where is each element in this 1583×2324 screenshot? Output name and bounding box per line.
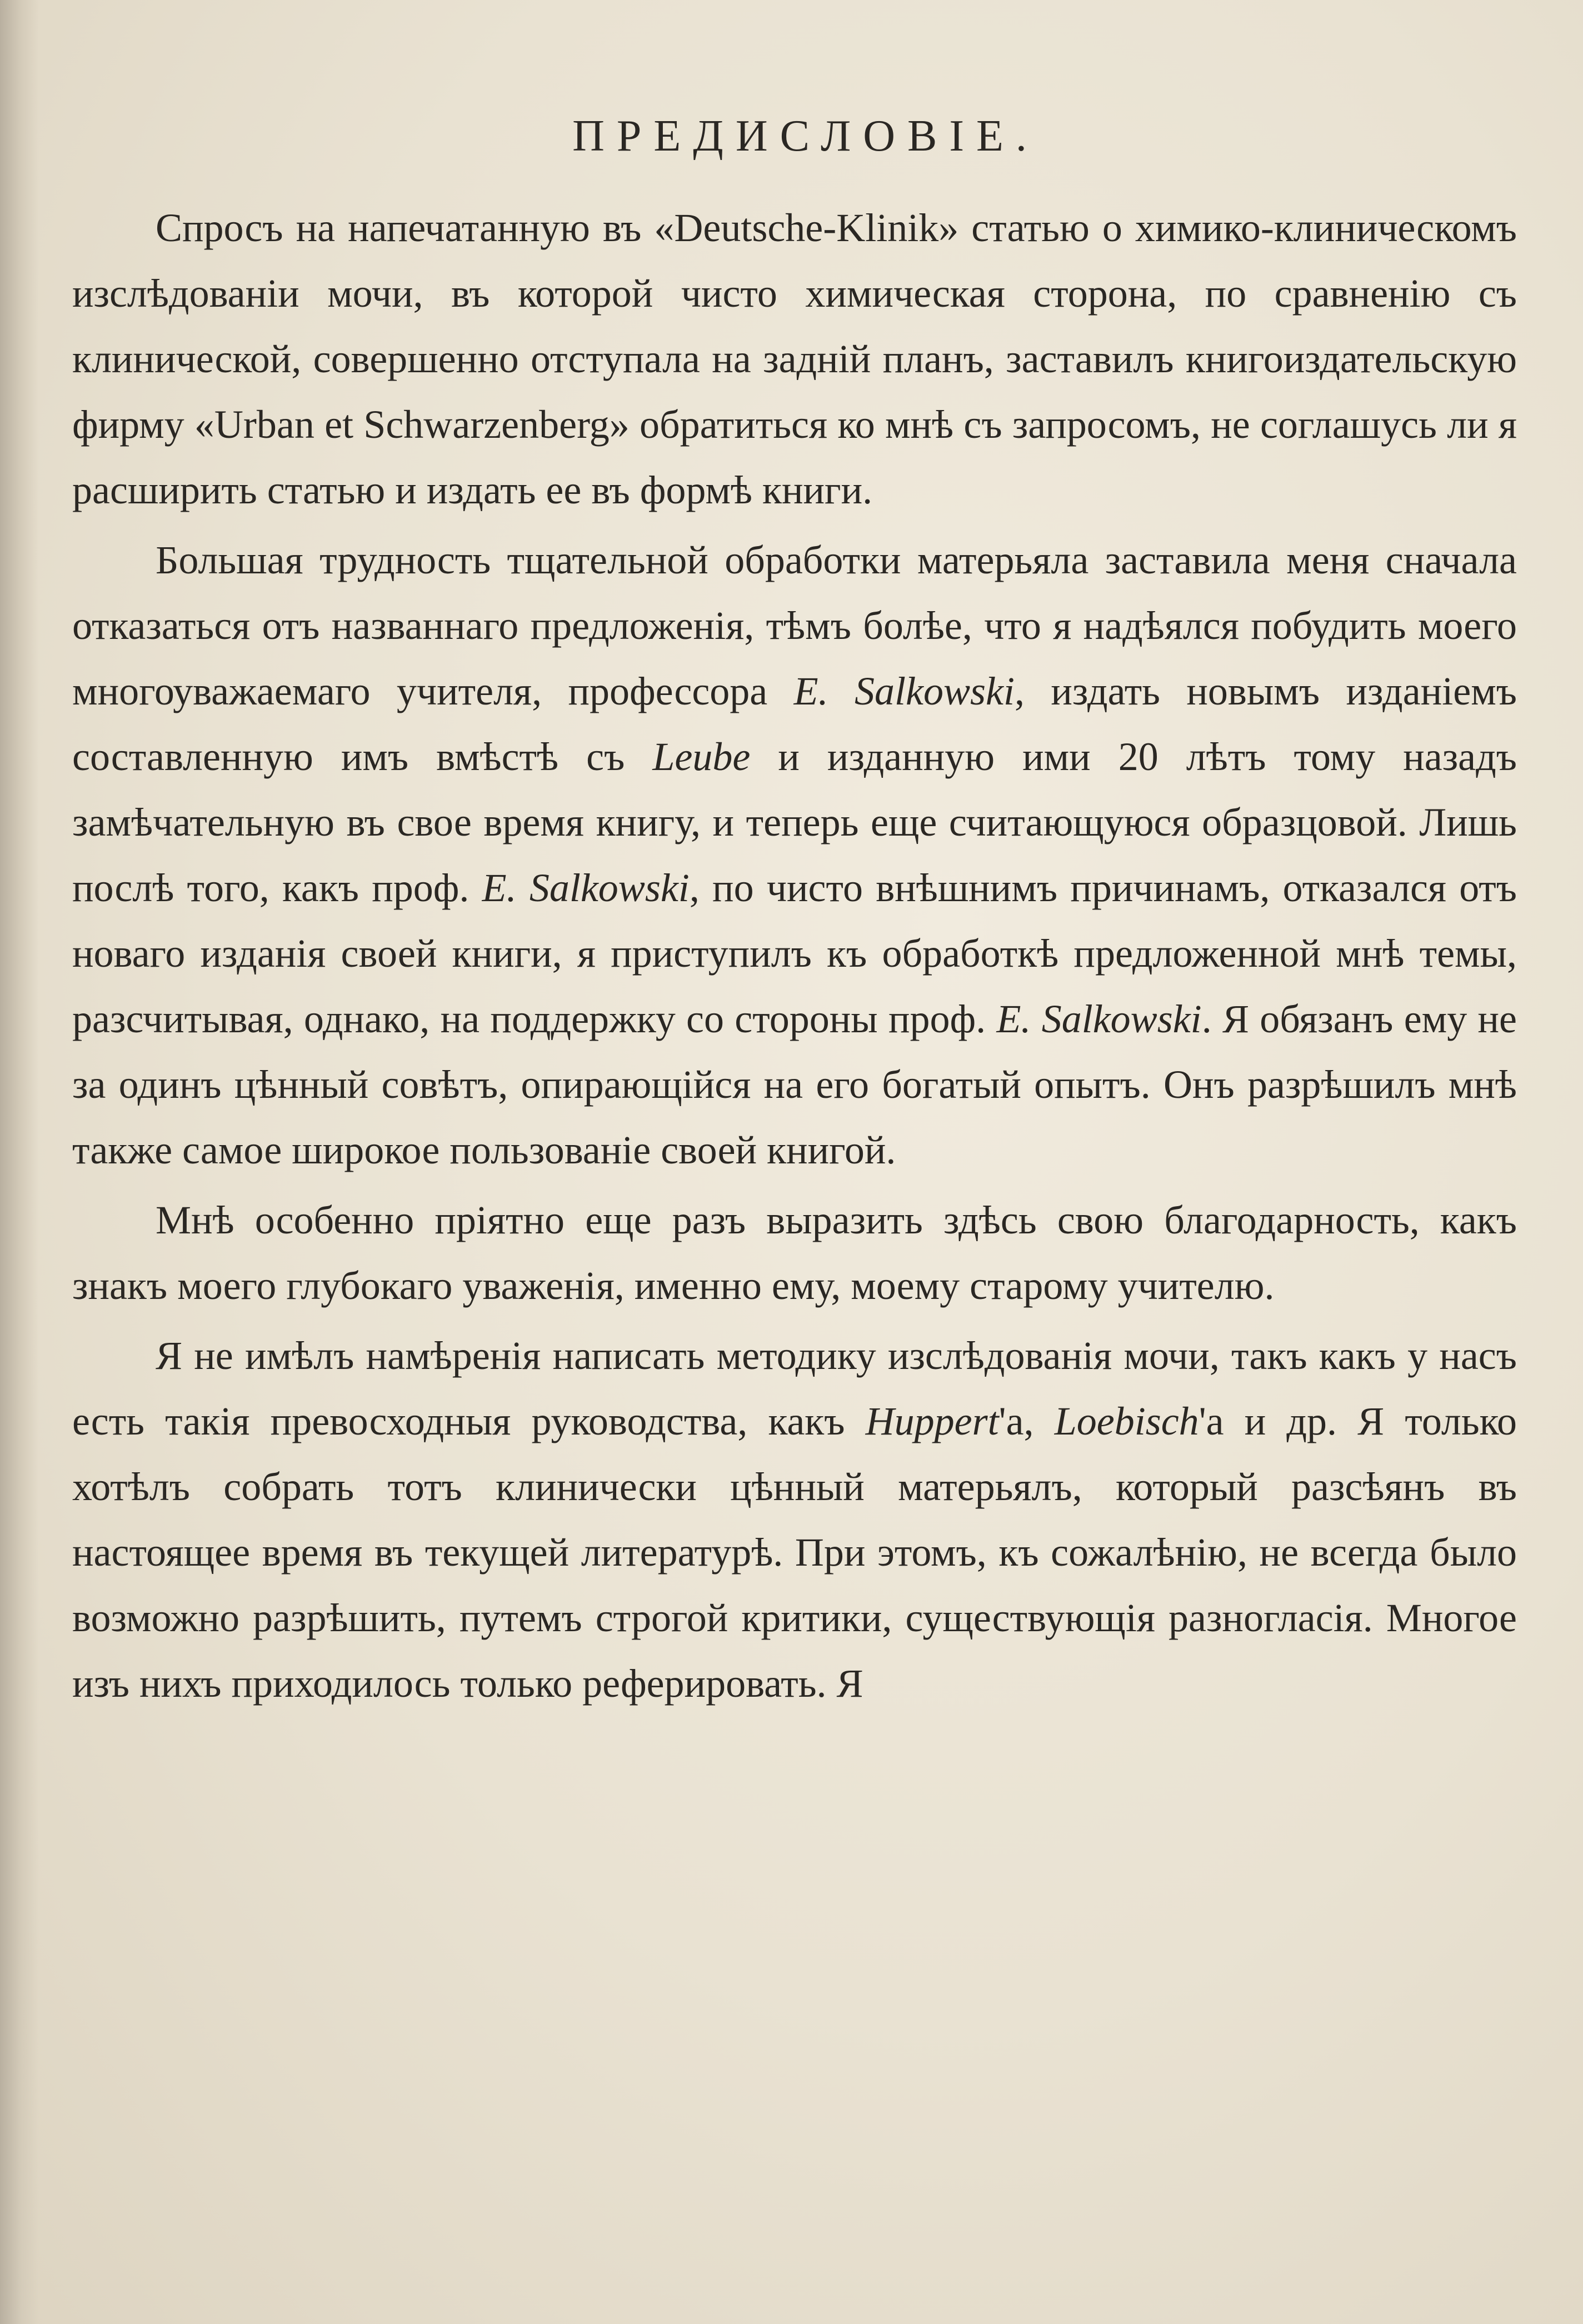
text-run: , издать новымъ изданіемъ составленную имъ вмѣстѣ съ xyxy=(72,669,1517,779)
text-run: . Я обязанъ ему не за одинъ цѣнный совѣтъ, опирающійся на его богатый опытъ. Онъ разрѣшилъ мнѣ также самое широкое пользованіе своей книгой. xyxy=(72,997,1517,1172)
text-block xyxy=(72,111,1517,1716)
page-spine-shadow xyxy=(0,0,39,2324)
text-run: Спросъ на напечатанную въ «Deutsche-Klinik» статью о химико-клиническомъ изслѣдованіи мочи, въ которой чисто химическая сторона, по сравненію съ клинической, совершенно отступала на задній планъ, заставилъ книгоиздательскую фирму «Urban et Schwarzenberg» обратиться ко мнѣ съ запросомъ, не соглашусь ли я расширить статью и издать ее въ формѣ книги. xyxy=(72,206,1517,512)
italic-name: Leube xyxy=(652,734,751,779)
text-run: Большая трудность тщательной обработки матерьяла заставила меня сначала отказаться отъ названнаго предложенія, тѣмъ болѣе, что я надѣялся побудить моего многоуважаемаго учителя, профессора xyxy=(72,538,1517,713)
preface-body xyxy=(72,195,1517,1716)
paragraph xyxy=(72,195,1517,523)
italic-name: E. Salkowski xyxy=(996,997,1202,1041)
text-run: 'а и др. Я только хотѣлъ собрать тотъ клинически цѣнный матерьялъ, который разсѣянъ въ настоящее время въ текущей литературѣ. При этомъ, къ сожалѣнію, не всегда было возможно разрѣшить, путемъ строгой критики, существующія разногласія. Многое изъ нихъ приходилось только реферировать. Я xyxy=(72,1399,1517,1706)
text-run: и изданную ими 20 лѣтъ тому назадъ замѣчательную въ свое время книгу, и теперь еще считающуюся образцовой. Лишь послѣ того, какъ проф. xyxy=(72,734,1517,910)
italic-name: Huppert xyxy=(865,1399,999,1443)
text-run: Мнѣ особенно пріятно еще разъ выразить здѣсь свою благодарность, какъ знакъ моего глубокаго уваженія, именно ему, моему старому учителю. xyxy=(72,1198,1517,1308)
italic-name: E. Salkowski xyxy=(482,866,690,910)
text-run: 'а, xyxy=(998,1399,1055,1443)
paragraph xyxy=(72,527,1517,1183)
text-run: Я не имѣлъ намѣренія написать методику изслѣдованія мочи, такъ какъ у насъ есть такія превосходныя руководства, какъ xyxy=(72,1333,1517,1443)
page-title: ПРЕДИСЛОВІЕ. xyxy=(572,112,1039,161)
italic-name: E. Salkowski xyxy=(793,669,1015,713)
paragraph xyxy=(72,1187,1517,1318)
text-run: , по чисто внѣшнимъ причинамъ, отказался отъ новаго изданія своей книги, я приступилъ къ обработкѣ предложенной мнѣ темы, разсчитывая, однако, на поддержку со стороны проф. xyxy=(72,866,1517,1041)
italic-name: Loebisch xyxy=(1054,1399,1199,1443)
paragraph xyxy=(72,1323,1517,1716)
